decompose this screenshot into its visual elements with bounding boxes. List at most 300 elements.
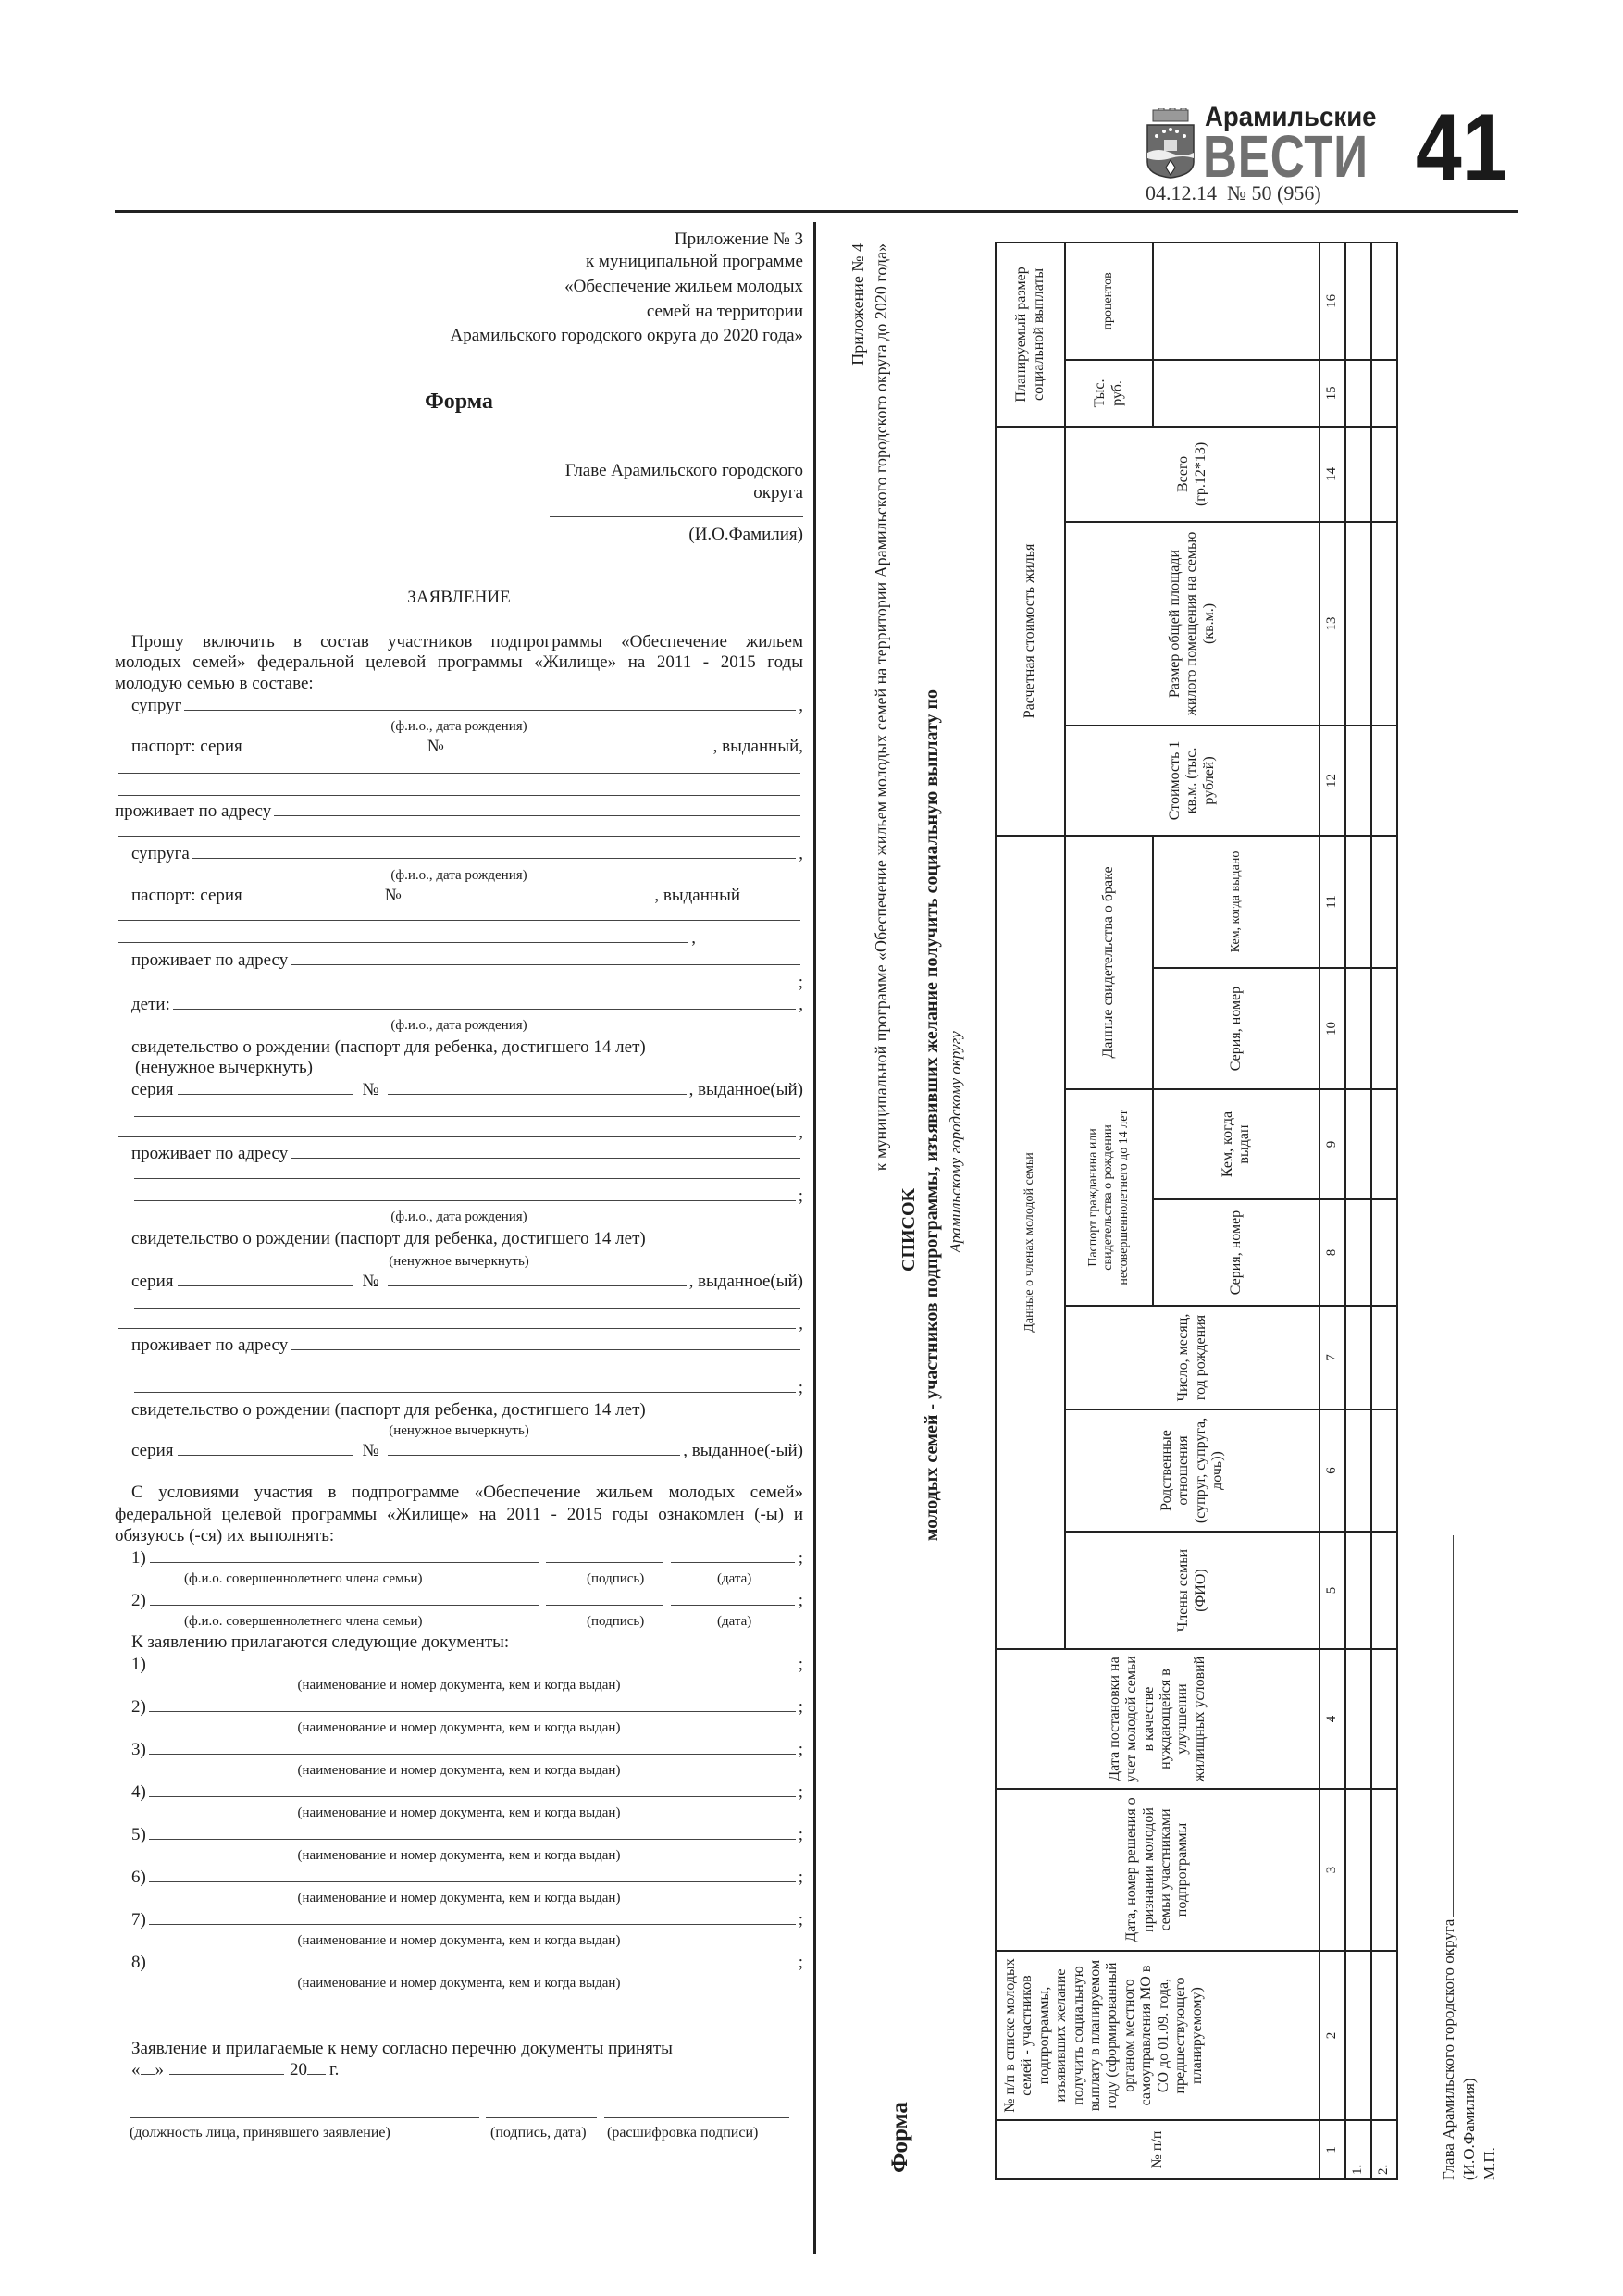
table-cell[interactable] <box>1345 427 1371 522</box>
header-col-13: Размер общей площади жилого помещения на семью (кв.м.) <box>1065 522 1319 726</box>
conditions-line: обязуюсь (-ся) их выполнять: <box>115 1526 335 1545</box>
table-cell[interactable] <box>1345 1089 1371 1199</box>
table-cell[interactable] <box>1371 1649 1397 1789</box>
fio-caption <box>115 1209 803 1225</box>
intro-line: молодую семью в составе: <box>115 674 314 693</box>
addressee-line <box>115 461 803 481</box>
column-divider <box>813 222 816 2254</box>
column-number: 14 <box>1319 427 1345 522</box>
husband-name-blank[interactable] <box>184 696 796 711</box>
header-col-14: Всего (гр.12*13) <box>1065 427 1319 522</box>
blank-line <box>115 928 696 949</box>
blank-line <box>115 1123 803 1143</box>
address-blank[interactable] <box>291 1144 800 1159</box>
field-label: серия <box>131 1080 174 1099</box>
header-col-11: Кем, когда выдано <box>1153 836 1319 968</box>
cert-issuer-blank[interactable] <box>118 1314 796 1329</box>
blank-line <box>115 906 803 921</box>
passport-issuer-blank[interactable] <box>118 781 800 796</box>
address-blank[interactable] <box>134 1357 800 1371</box>
blank-line <box>115 781 803 796</box>
wife-name-blank[interactable] <box>192 844 796 859</box>
passport-number-blank[interactable] <box>410 886 651 900</box>
field-label: , выданное(ый) <box>688 1272 803 1291</box>
caption-text: (ненужное вычеркнуть) <box>389 1254 529 1269</box>
table-cell[interactable] <box>1371 1951 1397 2120</box>
header-col-16-empty <box>1153 242 1319 360</box>
accepted-note <box>115 2039 803 2059</box>
appendix-line <box>115 326 803 346</box>
table-cell[interactable] <box>1345 522 1371 726</box>
item-number: 1) <box>131 1655 146 1674</box>
address-blank[interactable] <box>134 973 796 987</box>
address-blank[interactable] <box>118 822 800 837</box>
conditions-line: федеральной целевой программы «Жилище» на 2011 - 2015 годы ознакомлен (-ы) и <box>115 1505 803 1524</box>
column-number: 12 <box>1319 726 1345 836</box>
address-blank[interactable] <box>291 950 800 965</box>
day-blank[interactable] <box>141 2060 155 2075</box>
item-number: 6) <box>131 1868 146 1887</box>
caption-text: (И.О.Фамилия) <box>688 525 803 544</box>
masthead-title-top: Арамильские <box>1205 102 1377 132</box>
caption-text: (наименование и номер документа, кем и когда выдан) <box>297 1976 621 1991</box>
table-cell[interactable] <box>1371 242 1397 360</box>
punct: ; <box>798 1378 803 1397</box>
caption-text: (наименование и номер документа, кем и когда выдан) <box>297 1891 621 1905</box>
table-row <box>1371 242 1397 2179</box>
blank-line <box>115 1294 803 1309</box>
column-number: 1 <box>1319 2120 1345 2179</box>
punct: ; <box>798 1655 803 1674</box>
punct: , <box>799 1123 803 1142</box>
strike-note <box>115 1058 807 1078</box>
passport-series-blank[interactable] <box>246 886 376 900</box>
item-number: 2) <box>131 1591 146 1610</box>
receiver-position-blank[interactable] <box>130 2117 479 2118</box>
child-cert-field <box>115 1080 803 1100</box>
document-row <box>115 1953 803 1973</box>
receiver-decode-blank[interactable] <box>604 2117 789 2118</box>
passport-series-blank[interactable] <box>255 737 413 751</box>
table-cell[interactable] <box>1345 1409 1371 1532</box>
fio-caption <box>115 867 803 884</box>
passport-issuer-blank[interactable] <box>744 886 799 900</box>
header-group-passport: Паспорт гражданина или свидетельства о рождении несовершеннолетнего до 14 лет <box>1065 1089 1153 1306</box>
header-group-cost: Расчетная стоимость жилья <box>996 427 1065 836</box>
column-number: 13 <box>1319 522 1345 726</box>
table-cell[interactable] <box>1371 360 1397 427</box>
document-blank[interactable] <box>149 1825 796 1840</box>
receiver-signature-blank[interactable] <box>486 2117 597 2118</box>
table-cell[interactable] <box>1345 360 1371 427</box>
header-col-15: Тыс. руб. <box>1065 360 1153 427</box>
header-col-2: № п/п в списке молодых семей - участников подпрограммы, изъявивших желание получить социальную выплату в планируемом году (сформированный органом местного самоуправления МО в СО до 01.09. года, предшествующего планируемому) <box>996 1951 1319 2120</box>
accepted-date-field <box>115 2060 803 2080</box>
column-number: 2 <box>1319 1951 1345 2120</box>
field-label: проживает по адресу <box>131 1335 289 1355</box>
addressee-text: Главе Арамильского городского <box>564 461 803 480</box>
cert-issuer-blank[interactable] <box>134 1294 800 1309</box>
column-number: 15 <box>1319 360 1345 427</box>
young-families-list-table <box>995 243 1396 2180</box>
blank-line <box>115 759 803 774</box>
document-blank[interactable] <box>149 1910 796 1925</box>
intro-line: молодых семей» федеральной целевой программы «Жилище» на 2011 - 2015 годы <box>115 652 803 672</box>
adult-signature-row <box>115 1548 803 1569</box>
header-col-4: Дата постановки на учет молодой семьи в качестве нуждающейся в улучшении жилищных условий <box>996 1649 1319 1789</box>
field-label: , выданный <box>654 886 740 905</box>
coat-of-arms-icon <box>1146 108 1196 179</box>
blank-line <box>115 1357 803 1371</box>
blank-line <box>115 1102 803 1117</box>
addressee-name-blank[interactable] <box>550 516 803 517</box>
caption-text: (расшифровка подписи) <box>607 2125 759 2141</box>
cert-issuer-blank[interactable] <box>134 1102 800 1117</box>
form-title <box>115 389 803 415</box>
item-number: 8) <box>131 1953 146 1972</box>
table-row <box>1345 242 1371 2179</box>
field-label: проживает по адресу <box>131 950 289 970</box>
passport-issuer-blank[interactable] <box>118 906 800 921</box>
cert-series-blank[interactable] <box>178 1272 353 1286</box>
caption-text: (наименование и номер документа, кем и когда выдан) <box>297 1720 621 1735</box>
appendix4-label: Приложение № 4 <box>849 243 867 366</box>
punct: , <box>799 844 803 863</box>
page-number: 41 <box>1416 94 1508 202</box>
wife-passport-field <box>115 886 803 906</box>
row-number: 2. <box>1371 2120 1397 2179</box>
column-number: 7 <box>1319 1306 1345 1409</box>
table-cell[interactable] <box>1371 427 1397 522</box>
caption-text: (наименование и номер документа, кем и когда выдан) <box>297 1933 621 1948</box>
list-subtitle: молодых семей - участников подпрограммы, изъявивших желание получить социальную выплату по <box>922 689 942 1542</box>
column-number: 10 <box>1319 968 1345 1089</box>
field-label: , выданное(ый) <box>688 1080 803 1099</box>
document-row <box>115 1910 803 1930</box>
blank-line <box>115 1378 803 1398</box>
header-col-7: Число, месяц, год рождения <box>1065 1306 1319 1409</box>
blank-line <box>115 1314 803 1334</box>
appendix-text: к муниципальной программе <box>585 252 803 271</box>
blank-line <box>115 822 803 837</box>
field-label: , выданное(-ый) <box>683 1441 803 1460</box>
document-row <box>115 1697 803 1718</box>
fio-caption <box>115 1017 803 1034</box>
field-label: свидетельство о рождении (паспорт для ребенка, достигшего 14 лет) <box>131 1229 646 1248</box>
child-cert-field <box>115 1441 803 1461</box>
appendix-line <box>115 302 803 322</box>
punct: ; <box>798 1868 803 1887</box>
form-label: Форма <box>887 2102 912 2173</box>
address-blank[interactable] <box>274 801 800 816</box>
appendix4-program: к муниципальной программе «Обеспечение жильем молодых семей на территории Арамильского городского округа до 2020 года» <box>872 243 890 1172</box>
punct: ; <box>798 1740 803 1759</box>
passport-number-blank[interactable] <box>458 737 711 751</box>
cert-series-blank[interactable] <box>178 1080 353 1095</box>
item-number: 2) <box>131 1697 146 1717</box>
punct: , <box>799 1314 803 1334</box>
field-label: № <box>362 1441 379 1460</box>
punct: , <box>799 696 803 715</box>
adult-date-blank[interactable] <box>671 1548 795 1563</box>
statement-title <box>115 588 803 608</box>
table-cell[interactable] <box>1345 1532 1371 1649</box>
fio-caption <box>115 718 803 735</box>
blank-line <box>115 973 803 993</box>
header-group-payment: Планируемый размер социальной выплаты <box>996 242 1065 427</box>
caption-text: (должность лица, принявшего заявление) <box>130 2125 390 2141</box>
column-number-row <box>1319 242 1345 2179</box>
field-label: проживает по адресу <box>131 1144 289 1163</box>
blank-line <box>115 1186 803 1207</box>
header-group-members: Данные о членах молодой семьи <box>996 836 1065 1649</box>
table-cell[interactable] <box>1371 1089 1397 1199</box>
field-label: свидетельство о рождении (паспорт для ребенка, достигшего 14 лет) <box>131 1400 646 1420</box>
column-number: 8 <box>1319 1199 1345 1306</box>
table-cell[interactable] <box>1345 1199 1371 1306</box>
strike-note <box>115 1422 803 1439</box>
cert-series-blank[interactable] <box>178 1441 353 1456</box>
document-caption <box>115 1719 803 1736</box>
caption-text: (дата) <box>717 1571 752 1586</box>
column-number: 11 <box>1319 836 1345 968</box>
field-label: № <box>362 1272 379 1291</box>
field-label: 20 <box>290 2060 307 2079</box>
header-col-5: Члены семьи (ФИО) <box>1065 1532 1319 1649</box>
caption-text: (ф.и.о. совершеннолетнего члена семьи) <box>184 1571 423 1586</box>
year-blank[interactable] <box>307 2060 326 2075</box>
address-blank[interactable] <box>134 1164 800 1179</box>
column-number: 9 <box>1319 1089 1345 1199</box>
addressee-text: округа <box>753 483 803 503</box>
adult-name-blank[interactable] <box>150 1548 539 1563</box>
row-number: 1. <box>1345 2120 1371 2179</box>
birth-cert-label <box>115 1037 803 1058</box>
table-cell[interactable] <box>1371 522 1397 726</box>
caption-text: (ф.и.о., дата рождения) <box>390 719 527 734</box>
intro-line: Прошу включить в состав участников подпрограммы «Обеспечение жильем <box>131 632 803 652</box>
punct: ; <box>798 1825 803 1844</box>
adult-signature-row <box>115 1591 803 1611</box>
appendix-line <box>115 252 803 272</box>
field-label: № <box>427 737 444 756</box>
column-number: 16 <box>1319 242 1345 360</box>
punct: ; <box>798 1697 803 1717</box>
table-cell[interactable] <box>1345 726 1371 836</box>
table-cell[interactable] <box>1345 242 1371 360</box>
field-label: супруг <box>131 696 182 715</box>
husband-address-field <box>115 801 803 822</box>
document-caption <box>115 1975 803 1992</box>
field-label: паспорт: серия <box>131 886 242 905</box>
caption-text: (наименование и номер документа, кем и когда выдан) <box>297 1806 621 1820</box>
punct: ; <box>798 1953 803 1972</box>
punct: , <box>799 995 803 1014</box>
field-label: паспорт: серия <box>131 737 242 756</box>
punct: ; <box>798 1591 804 1610</box>
punct: « <box>131 2060 141 2079</box>
item-number: 7) <box>131 1910 146 1930</box>
table-cell[interactable] <box>1345 1789 1371 1951</box>
adult-signature-blank[interactable] <box>546 1548 663 1563</box>
table-cell[interactable] <box>1345 1649 1371 1789</box>
document-blank[interactable] <box>149 1740 796 1755</box>
field-label: супруга <box>131 844 190 863</box>
child-address-field <box>115 1335 803 1356</box>
document-blank[interactable] <box>149 1655 796 1669</box>
document-caption <box>115 1677 803 1694</box>
cert-number-blank[interactable] <box>388 1441 681 1456</box>
punct: , <box>691 928 696 948</box>
cert-number-blank[interactable] <box>388 1080 687 1095</box>
addressee-line <box>115 483 803 503</box>
table-cell[interactable] <box>1345 836 1371 968</box>
item-number: 5) <box>131 1825 146 1844</box>
field-label: , выданный, <box>712 737 803 756</box>
field-label: серия <box>131 1272 174 1291</box>
caption-text: (ф.и.о. совершеннолетнего члена семьи) <box>184 1614 423 1629</box>
table-cell[interactable] <box>1345 968 1371 1089</box>
header-col-15-empty <box>1153 360 1319 427</box>
caption-text: (ф.и.о., дата рождения) <box>390 1210 527 1224</box>
header-col-16: процентов <box>1065 242 1153 360</box>
header-col-1: № п/п <box>996 2120 1319 2179</box>
addressee-caption <box>115 525 803 545</box>
address-blank[interactable] <box>134 1378 796 1393</box>
punct: ; <box>798 1548 804 1568</box>
conditions-line: С условиями участия в подпрограмме «Обеспечение жильем молодых семей» <box>131 1483 803 1502</box>
item-number: 3) <box>131 1740 146 1759</box>
masthead-title-bottom: ВЕСТИ <box>1203 123 1369 190</box>
column-number: 6 <box>1319 1409 1345 1532</box>
item-number: 4) <box>131 1782 146 1802</box>
address-blank[interactable] <box>291 1335 800 1350</box>
children-field <box>115 995 803 1015</box>
birth-cert-label <box>115 1229 803 1249</box>
table-cell[interactable] <box>1371 1199 1397 1306</box>
table-cell[interactable] <box>1371 1409 1397 1532</box>
head-signature-blank[interactable] <box>1441 1535 1454 1917</box>
header-divider <box>115 210 1518 213</box>
list-subtitle-district: Арамильскому городскому округу <box>947 1031 964 1253</box>
document-row <box>115 1655 803 1675</box>
document-blank[interactable] <box>149 1782 796 1797</box>
appendix-text: «Обеспечение жильем молодых <box>564 277 803 296</box>
table-cell[interactable] <box>1371 968 1397 1089</box>
stamp-place: М.П. <box>1481 2147 1498 2180</box>
header-col-9: Кем, когда выдан <box>1153 1089 1319 1199</box>
strike-note <box>115 1253 803 1270</box>
caption-text: (ф.и.о., дата рождения) <box>390 868 527 883</box>
caption-text: (дата) <box>717 1614 752 1629</box>
passport-issuer-blank[interactable] <box>118 928 688 943</box>
passport-issuer-blank[interactable] <box>118 759 800 774</box>
table-cell[interactable] <box>1371 836 1397 968</box>
punct: » <box>155 2060 164 2079</box>
caption-text: (наименование и номер документа, кем и когда выдан) <box>297 1848 621 1863</box>
punct: ; <box>798 1782 803 1802</box>
item-number: 1) <box>131 1548 146 1568</box>
table-cell[interactable] <box>1371 1789 1397 1951</box>
appendix4-title-block <box>837 243 995 2180</box>
document-row <box>115 1782 803 1803</box>
column-number: 3 <box>1319 1789 1345 1951</box>
blank-line <box>115 1164 803 1179</box>
caption-text: (подпись) <box>587 1614 645 1629</box>
document-caption <box>115 1890 803 1906</box>
header-col-6: Родственные отношения (супруг, супруга, дочь)) <box>1065 1409 1319 1532</box>
document-caption <box>115 1805 803 1821</box>
table-cell[interactable] <box>1345 1306 1371 1409</box>
table-cell[interactable] <box>1371 1306 1397 1409</box>
birth-cert-label <box>115 1400 803 1421</box>
field-label: Заявление и прилагаемые к нему согласно перечню документы приняты <box>131 2039 673 2058</box>
document-blank[interactable] <box>149 1697 796 1712</box>
address-blank[interactable] <box>134 1186 796 1201</box>
header-col-3: Дата, номер решения о признании молодой семьи участниками подпрограммы <box>996 1789 1319 1951</box>
caption-text: (ненужное вычеркнуть) <box>389 1423 529 1438</box>
field-label: проживает по адресу <box>115 801 272 821</box>
table-cell[interactable] <box>1345 1951 1371 2120</box>
field-label: серия <box>131 1441 174 1460</box>
wife-address-field <box>115 950 803 971</box>
caption-text: (наименование и номер документа, кем и когда выдан) <box>297 1678 621 1693</box>
document-caption <box>115 1847 803 1864</box>
document-blank[interactable] <box>149 1868 796 1882</box>
cert-issuer-blank[interactable] <box>118 1123 796 1137</box>
adult-name-blank[interactable] <box>150 1591 539 1606</box>
list-table <box>995 242 1398 2180</box>
table-cell[interactable] <box>1371 1532 1397 1649</box>
cert-number-blank[interactable] <box>388 1272 687 1286</box>
child-name-blank[interactable] <box>173 995 796 1010</box>
document-row <box>115 1868 803 1888</box>
child-address-field <box>115 1144 803 1164</box>
adult-date-blank[interactable] <box>671 1591 795 1606</box>
table-cell[interactable] <box>1371 726 1397 836</box>
appendix-text: Арамильского городского округа до 2020 года» <box>450 326 803 345</box>
header-col-8: Серия, номер <box>1153 1199 1319 1306</box>
head-name-caption: (И.О.Фамилия) <box>1460 2078 1478 2180</box>
header-col-10: Серия, номер <box>1153 968 1319 1089</box>
appendix-line <box>115 277 803 297</box>
docs-intro <box>115 1632 803 1653</box>
caption-text: (подпись) <box>587 1571 645 1586</box>
wife-field <box>115 844 803 864</box>
document-row <box>115 1740 803 1760</box>
document-row <box>115 1825 803 1845</box>
field-label: г. <box>329 2060 340 2079</box>
head-signature-block <box>1439 1514 1504 2180</box>
punct: ; <box>798 973 803 992</box>
column-number: 4 <box>1319 1649 1345 1789</box>
caption-text: (наименование и номер документа, кем и когда выдан) <box>297 1763 621 1778</box>
month-blank[interactable] <box>169 2060 284 2075</box>
adult-signature-blank[interactable] <box>546 1591 663 1606</box>
field-label: К заявлению прилагаются следующие документы: <box>131 1632 510 1652</box>
document-blank[interactable] <box>149 1953 796 1967</box>
husband-field <box>115 696 803 716</box>
caption-text: (подпись, дата) <box>490 2125 587 2141</box>
head-signature-line <box>1440 1533 1457 2180</box>
document-caption <box>115 1932 803 1949</box>
field-label: дети: <box>131 995 170 1014</box>
statement-title-text: ЗАЯВЛЕНИЕ <box>407 588 511 607</box>
caption-text: (ф.и.о., дата рождения) <box>390 1018 527 1033</box>
document-caption <box>115 1762 803 1779</box>
form-title-text: Форма <box>425 390 493 414</box>
appendix-text: Приложение № 3 <box>674 230 803 249</box>
